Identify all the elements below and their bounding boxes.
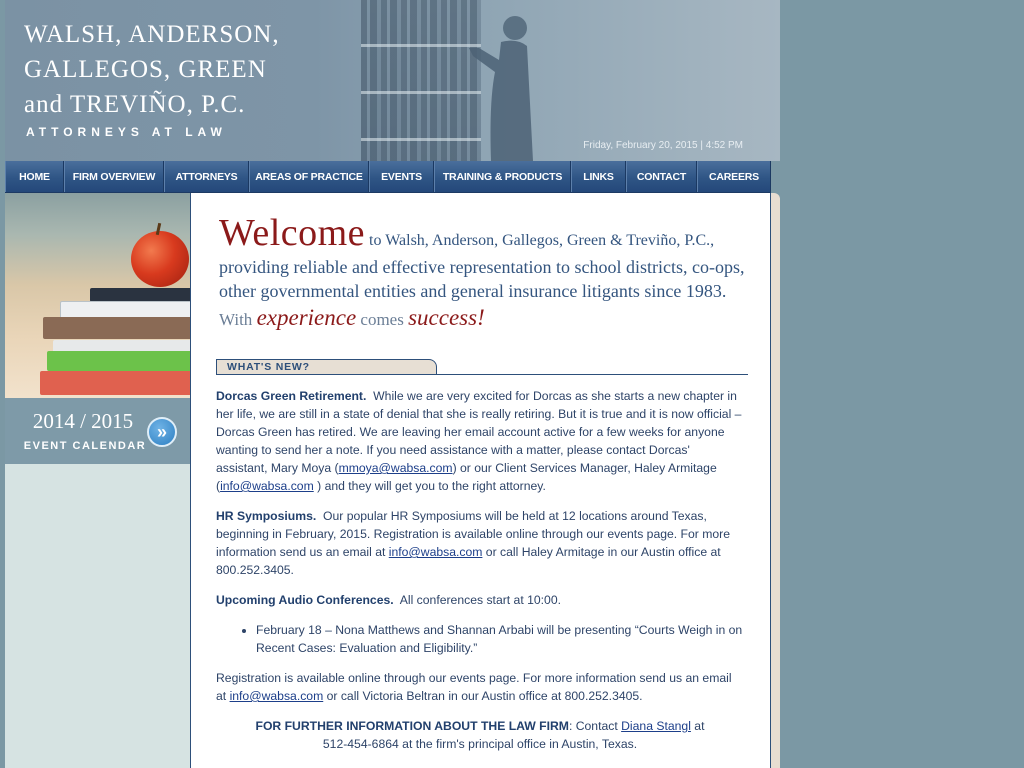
news-item-audio-conferences [216,591,744,609]
nav-links[interactable]: LINKS [571,161,626,192]
email-link-info[interactable]: info@wabsa.com [388,545,483,559]
news-text: at [690,719,705,733]
page-wrapper [5,0,780,768]
news-item-retirement [216,387,744,495]
conference-list [216,621,744,657]
news-content [216,387,744,765]
welcome-heading: Welcome [219,212,366,254]
divider [216,374,748,375]
news-text: Our popular HR Symposiums will be held at 12 locations around Texas, beginning in February, 2015. Registration is available online through our events page. For more information send us an email at [216,509,730,559]
right-border-strip [771,193,780,768]
apple-image [131,231,189,287]
welcome-line-1: to Walsh, Anderson, Gallegos, Green & Treviño, P.C., [369,232,715,249]
book-dark [90,288,190,302]
news-text: 512-454-6864 at the firm's principal office in Austin, Texas. [322,737,638,751]
news-text: All conferences start at 10:00. [399,593,561,607]
list-item: • February 18 – Nona Matthews and Shannan Arbabi will be presenting “Courts Weigh in on Recent Cases: Evaluation and Eligibility.” [256,621,744,657]
news-item-registration [216,669,744,705]
nav-areas-of-practice[interactable]: AREAS OF PRACTICE [249,161,369,192]
nav-firm-overview[interactable]: FIRM OVERVIEW [64,161,164,192]
firm-name-line-1: WALSH, ANDERSON, [24,21,280,48]
news-text: Registration is available online through our events page. For more information send us an email at [216,671,732,703]
firm-name-line-3: and TREVIÑO, P.C. [24,91,246,118]
news-text: ) and they will get you to the right attorney. [313,479,546,493]
current-datetime: Friday, February 20, 2015 | 4:52 PM [583,140,743,151]
welcome-line-2: providing reliable and effective representation to school districts, co-ops, [219,257,745,277]
calendar-label: EVENT CALENDAR [23,440,147,452]
whats-new-tab: WHAT'S NEW? [216,359,437,374]
further-info-title: FOR FURTHER INFORMATION ABOUT THE LAW FIRM [255,719,569,733]
nav-home[interactable]: HOME [5,161,64,192]
news-text: : Contact [568,719,622,733]
email-link-mmoya[interactable]: mmoya@wabsa.com [338,461,453,475]
slogan-success: success! [408,305,485,330]
lawyer-silhouette-image [461,12,541,161]
slogan-comes: comes [360,310,404,329]
sidebar [5,193,190,768]
book-green [47,351,190,371]
news-text: or call Victoria Beltran in our Austin office at 800.252.3405. [323,689,643,703]
contact-link-diana-stangl[interactable]: Diana Stangl [621,719,691,733]
slogan [219,305,759,331]
nav-careers[interactable]: CAREERS [697,161,771,192]
books-and-apple-image [5,193,190,398]
nav-attorneys[interactable]: ATTORNEYS [164,161,249,192]
nav-events[interactable]: EVENTS [369,161,434,192]
nav-contact[interactable]: CONTACT [626,161,697,192]
firm-name-line-2: GALLEGOS, GREEN [24,56,267,83]
news-title: HR Symposiums. [216,509,317,523]
news-item-hr-symposiums [216,507,744,579]
news-text: ) or our Client Services Manager, Haley Armitage ( [216,461,717,493]
welcome-line-3: other governmental entities and general insurance litigants since 1983. [219,281,727,301]
slogan-experience: experience [256,305,357,330]
book-red [40,371,190,395]
nav-training-products[interactable]: TRAINING & PRODUCTS [434,161,571,192]
welcome-banner [219,211,759,331]
news-title: Upcoming Audio Conferences. [216,593,394,607]
email-link-info[interactable]: info@wabsa.com [229,689,324,703]
firm-tagline: ATTORNEYS AT LAW [26,125,227,139]
site-header [5,0,780,161]
main-navigation [5,161,771,193]
firm-logo-name[interactable] [24,17,354,122]
book-brown [43,317,190,339]
event-calendar-banner[interactable] [5,398,190,464]
news-title: Dorcas Green Retirement. [216,389,367,403]
main-content [190,193,771,768]
calendar-years: 2014 / 2015 [32,409,134,433]
slogan-with: With [219,310,253,329]
email-link-info[interactable]: info@wabsa.com [220,479,314,493]
news-text: or call Haley Armitage in our Austin office at 800.252.3405. [216,545,721,577]
double-chevron-right-icon[interactable]: » [147,417,177,447]
news-text: While we are very excited for Dorcas as she starts a new chapter in her life, we are still in a state of denial that she is really retiring. But it is true and it is now official – Dorcas Green has retired. We are leaving her email account active for a few weeks for anyone wanting to send her a note. If you need assistance with a matter, please contact Dorcas' assistant, Mary Moya ( [216,389,742,475]
further-information [216,717,744,753]
